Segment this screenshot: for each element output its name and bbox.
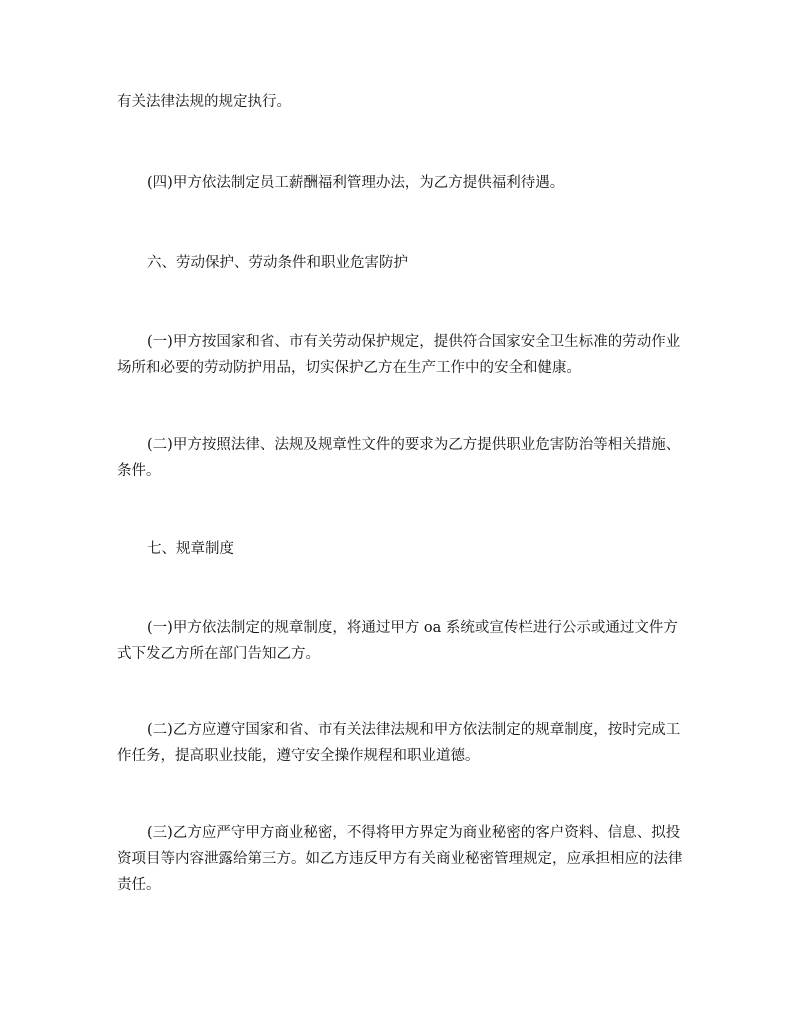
section-heading-labor-protection: 六、劳动保护、劳动条件和职业危害防护 bbox=[147, 255, 408, 271]
paragraph-welfare: (四)甲方依法制定员工薪酬福利管理办法，为乙方提供福利待遇。 bbox=[147, 175, 565, 191]
paragraph-rules-2: (二)乙方应遵守国家和省、市有关法律法规和甲方依法制定的规章制度，按时完成工作任务，提高职业技能，遵守安全操作规程和职业道德。 bbox=[117, 722, 681, 764]
paragraph-rules-3: (三)乙方应严守甲方商业秘密，不得将甲方界定为商业秘密的客户资料、信息、拟投资项目等内容泄露给第三方。如乙方违反甲方有关商业秘密管理规定，应承担相应的法律责任。 bbox=[117, 825, 683, 893]
paragraph-continuation: 有关法律法规的规定执行。 bbox=[117, 94, 291, 110]
paragraph-labor-protection-2: (二)甲方按照法律、法规及规章性文件的要求为乙方提供职业危害防治等相关措施、条件。 bbox=[117, 437, 681, 479]
paragraph-labor-protection-1: (一)甲方按国家和省、市有关劳动保护规定，提供符合国家安全卫生标准的劳动作业场所和必要的劳动防护用品，切实保护乙方在生产工作中的安全和健康。 bbox=[117, 334, 681, 376]
paragraph-rules-1: (一)甲方依法制定的规章制度，将通过甲方 oa 系统或宣传栏进行公示或通过文件方式下发乙方所在部门告知乙方。 bbox=[117, 620, 678, 662]
section-heading-rules: 七、规章制度 bbox=[147, 541, 234, 557]
